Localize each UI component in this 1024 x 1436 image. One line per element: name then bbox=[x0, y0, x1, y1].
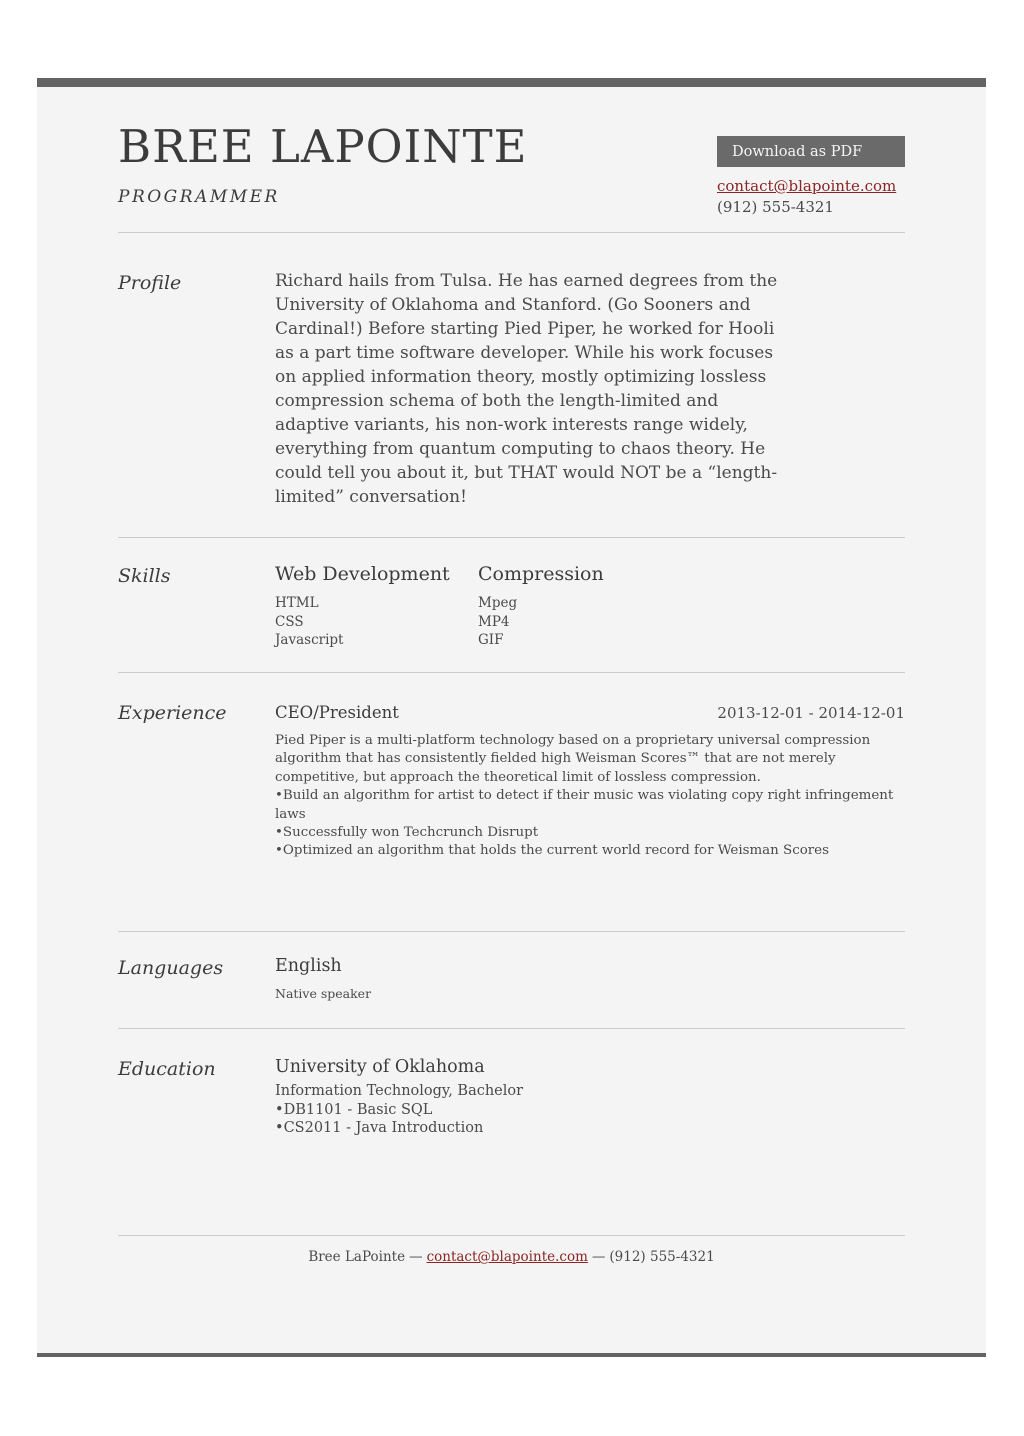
header-email-link[interactable]: contact@blapointe.com bbox=[717, 177, 897, 195]
education-entry bbox=[275, 1057, 905, 1138]
job-description bbox=[275, 732, 905, 861]
skill-item: Javascript bbox=[275, 632, 344, 648]
skill-group-compression bbox=[478, 563, 681, 650]
section-profile bbox=[118, 232, 905, 537]
resume-sheet bbox=[37, 87, 986, 1353]
education-course: • DB1101 - Basic SQL bbox=[275, 1101, 905, 1120]
language-entry bbox=[275, 956, 905, 1001]
education-institution: University of Oklahoma bbox=[275, 1057, 485, 1077]
languages-content bbox=[275, 958, 905, 1028]
page-title: BREE LAPOINTE bbox=[118, 120, 528, 173]
job-title: CEO/President bbox=[275, 703, 399, 722]
job-header bbox=[275, 703, 905, 722]
footer-phone: (912) 555-4321 bbox=[609, 1249, 715, 1265]
skill-item: MP4 bbox=[478, 613, 510, 630]
skill-item: HTML bbox=[275, 595, 319, 611]
footer-name: Bree LaPointe bbox=[308, 1249, 406, 1265]
skill-group-name: Web Development bbox=[275, 563, 450, 585]
top-accent-bar bbox=[37, 78, 986, 87]
profile-text: Richard hails from Tulsa. He has earned degrees from the University of Oklahoma and Stanford. (Go Sooners and Cardinal!) Before starting Pied Piper, he worked for Hooli as a part time software developer. While his work focuses on applied information theory, mostly optimizing lossless compression schema of both the length-limited and adaptive variants, his non-work interests range widely, everything from quantum computing to chaos theory. He could tell you about it, but THAT would NOT be a “length-limited” conversation! bbox=[275, 271, 778, 507]
education-content bbox=[275, 1059, 905, 1235]
skill-item: GIF bbox=[478, 632, 504, 648]
download-pdf-button[interactable]: Download as PDF bbox=[717, 136, 905, 167]
header-identity bbox=[118, 120, 528, 232]
skill-item: CSS bbox=[275, 613, 304, 630]
education-degree: Information Technology, Bachelor bbox=[275, 1083, 524, 1099]
header-phone: (912) 555-4321 bbox=[717, 198, 834, 216]
section-languages bbox=[118, 931, 905, 1028]
skill-item: Mpeg bbox=[478, 595, 518, 611]
job-summary: Pied Piper is a multi-platform technology based on a proprietary universal compression algorithm that has consistently fielded high Weisman Scores™ that are not merely competitive, but approach the theoretical limit of lossless compression. bbox=[275, 733, 871, 785]
section-label-languages: Languages bbox=[118, 957, 224, 979]
section-experience bbox=[118, 672, 905, 931]
skill-groups bbox=[275, 563, 905, 650]
language-name: English bbox=[275, 956, 342, 976]
skill-group-web-development bbox=[275, 563, 478, 650]
job-entry bbox=[275, 703, 905, 861]
job-highlight: • Build an algorithm for artist to detect if their music was violating copy right infringement laws bbox=[275, 787, 905, 824]
section-label-skills: Skills bbox=[118, 565, 171, 587]
bottom-accent-bar bbox=[37, 1353, 986, 1357]
footer bbox=[118, 1235, 905, 1353]
section-label-profile: Profile bbox=[118, 272, 182, 294]
section-education bbox=[118, 1028, 905, 1235]
header bbox=[118, 87, 905, 232]
header-contact bbox=[717, 136, 905, 232]
skills-content bbox=[275, 563, 905, 672]
section-skills bbox=[118, 537, 905, 672]
footer-email-link[interactable]: contact@blapointe.com bbox=[426, 1249, 588, 1265]
language-level: Native speaker bbox=[275, 986, 372, 1001]
education-course: • CS2011 - Java Introduction bbox=[275, 1119, 905, 1138]
job-highlight: • Optimized an algorithm that holds the current world record for Weisman Scores bbox=[275, 842, 905, 860]
footer-separator: — bbox=[409, 1249, 423, 1265]
section-label-education: Education bbox=[118, 1058, 216, 1080]
role-subtitle: PROGRAMMER bbox=[118, 187, 280, 208]
job-dates: 2013-12-01 - 2014-12-01 bbox=[717, 704, 905, 722]
section-label-experience: Experience bbox=[118, 702, 227, 724]
footer-separator: — bbox=[591, 1249, 606, 1265]
skill-group-name: Compression bbox=[478, 563, 604, 585]
job-highlight: • Successfully won Techcrunch Disrupt bbox=[275, 824, 905, 842]
resume-inner bbox=[37, 87, 986, 1353]
profile-content bbox=[275, 273, 905, 537]
experience-content bbox=[275, 703, 905, 931]
